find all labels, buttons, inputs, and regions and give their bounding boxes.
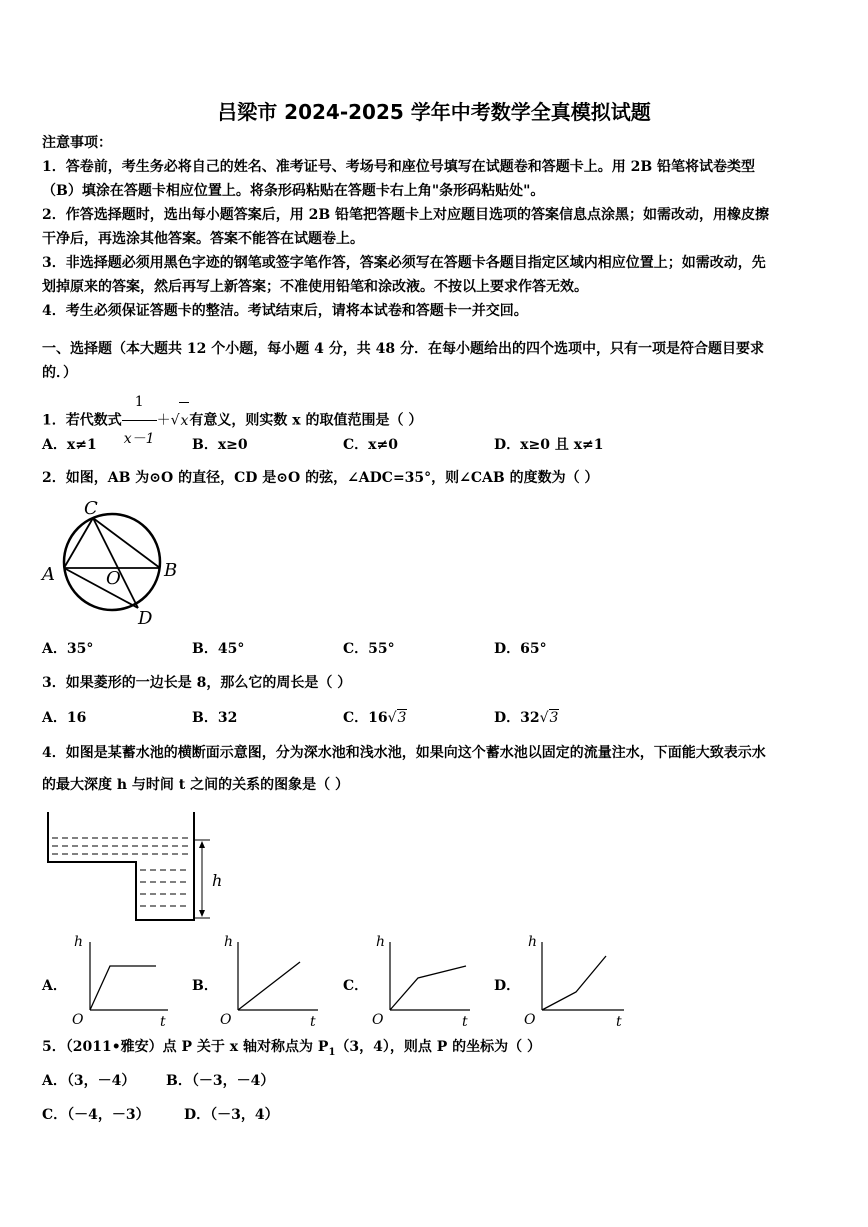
q3-option-c: C．16√3	[343, 710, 407, 726]
question-5: 5．（2011•雅安）点 P 关于 x 轴对称点为 $P_1(3$，4），则点 P 的坐标为（ ）	[42, 1039, 542, 1058]
q4-option-b: B．	[192, 978, 218, 994]
q3-option-d: D．32√3	[494, 710, 559, 726]
label-a: A	[42, 564, 55, 585]
q5-option-d: D．（－3，4）	[184, 1107, 279, 1123]
notice-line: （B）填涂在答题卡相应位置上。将条形码粘贴在答题卡右上角"条形码粘贴处"。	[42, 183, 545, 199]
svg-text:t: t	[616, 1014, 622, 1028]
graph-c	[364, 932, 476, 1028]
graph-a	[64, 932, 174, 1028]
q4-option-d: D．	[494, 978, 521, 994]
section-heading-cont: 的．）	[42, 365, 77, 381]
question-2: 2．如图，AB 为⊙O 的直径，CD 是⊙O 的弦，∠ADC=35°，则∠CAB 的度数为（ ）	[42, 470, 599, 486]
label-o: O	[106, 568, 121, 589]
page-title: 吕梁市 2024-2025 学年中考数学全真模拟试题	[217, 100, 651, 124]
label-c: C	[84, 498, 98, 519]
notice-line: 2．作答选择题时，选出每小题答案后，用 2B 铅笔把答题卡上对应题目选项的答案信息点涂黑；如需改动，用橡皮擦	[42, 207, 770, 223]
svg-text:h: h	[224, 934, 234, 950]
q1-option-b: B．x≥0	[192, 437, 248, 453]
svg-text:t: t	[462, 1014, 468, 1028]
q1-suffix: 有意义，则实数 x 的取值范围是（ ）	[189, 412, 423, 429]
pool-h-label: h	[212, 871, 223, 890]
q4-option-a: A．	[42, 978, 67, 994]
q2-option-c: C．55°	[343, 641, 395, 657]
q2-option-d: D．65°	[494, 641, 547, 657]
svg-text:h: h	[74, 934, 84, 950]
question-4-line2: 的最大深度 h 与时间 t 之间的关系的图象是（ ）	[42, 777, 350, 793]
q1-prefix: 1．若代数式	[42, 412, 122, 429]
svg-text:h: h	[528, 934, 538, 950]
svg-text:t: t	[160, 1014, 166, 1028]
q2-option-a: A．35°	[42, 641, 94, 657]
q5-option-a: A．（3，－4）	[42, 1073, 136, 1089]
notice-line: 划掉原来的答案，然后再写上新答案；不准使用铅笔和涂改液。不按以上要求作答无效。	[42, 279, 588, 295]
notice-line: 3．非选择题必须用黑色字迹的钢笔或签字笔作答，答案必须写在答题卡各题目指定区域内相应位置上；如需改动，先	[42, 255, 766, 271]
q1-sqrt-arg: x	[179, 402, 189, 439]
notice-line: 1．答卷前，考生务必将自己的姓名、准考证号、考场号和座位号填写在试题卷和答题卡上。用 2B 铅笔将试卷类型	[42, 159, 756, 175]
q1-option-c: C．x≠0	[343, 437, 398, 453]
question-1: 1．若代数式 $\frac{1}{x-1}$ ＋√x有意义，则实数 x 的取值范围是（ ）	[42, 384, 422, 457]
svg-text:O: O	[524, 1012, 536, 1028]
notice-line: 干净后，再选涂其他答案。答案不能答在试题卷上。	[42, 231, 364, 247]
svg-text:O: O	[372, 1012, 384, 1028]
svg-text:h: h	[376, 934, 386, 950]
q1-fraction	[122, 384, 157, 457]
svg-text:O: O	[220, 1012, 232, 1028]
q2-option-b: B．45°	[192, 641, 245, 657]
label-b: B	[164, 560, 178, 581]
graph-b	[212, 932, 324, 1028]
section-heading: 一、选择题（本大题共 12 个小题，每小题 4 分，共 48 分．在每小题给出的四个选项中，只有一项是符合题目要求	[42, 341, 764, 357]
q5-option-b: B．（－3，－4）	[166, 1073, 275, 1089]
pool-figure	[44, 808, 234, 924]
q1-option-a: A．x≠1	[42, 437, 97, 453]
question-4-line1: 4．如图是某蓄水池的横断面示意图，分为深水池和浅水池，如果向这个蓄水池以固定的流量注水，下面能大致表示水	[42, 745, 766, 761]
notice-line: 4．考生必须保证答题卡的整洁。考试结束后，请将本试卷和答题卡一并交回。	[42, 303, 528, 319]
graph-d	[516, 932, 632, 1028]
q5-option-c: C．（－4，－3）	[42, 1107, 150, 1123]
question-3: 3．如果菱形的一边长是 8，那么它的周长是（ ）	[42, 675, 352, 691]
q1-option-d: D．x≥0 且 x≠1	[494, 437, 604, 453]
svg-text:t: t	[310, 1014, 316, 1028]
q1-frac-den: x－1	[123, 431, 155, 447]
label-d: D	[138, 608, 153, 628]
notice-heading: 注意事项：	[42, 135, 112, 151]
q1-frac-num: 1	[122, 384, 157, 421]
q1-plus: ＋	[156, 412, 171, 429]
svg-text:O: O	[72, 1012, 84, 1028]
circle-figure	[36, 492, 196, 628]
q3-option-a: A．16	[42, 710, 87, 726]
q3-option-b: B．32	[192, 710, 238, 726]
q4-option-c: C．	[343, 978, 369, 994]
